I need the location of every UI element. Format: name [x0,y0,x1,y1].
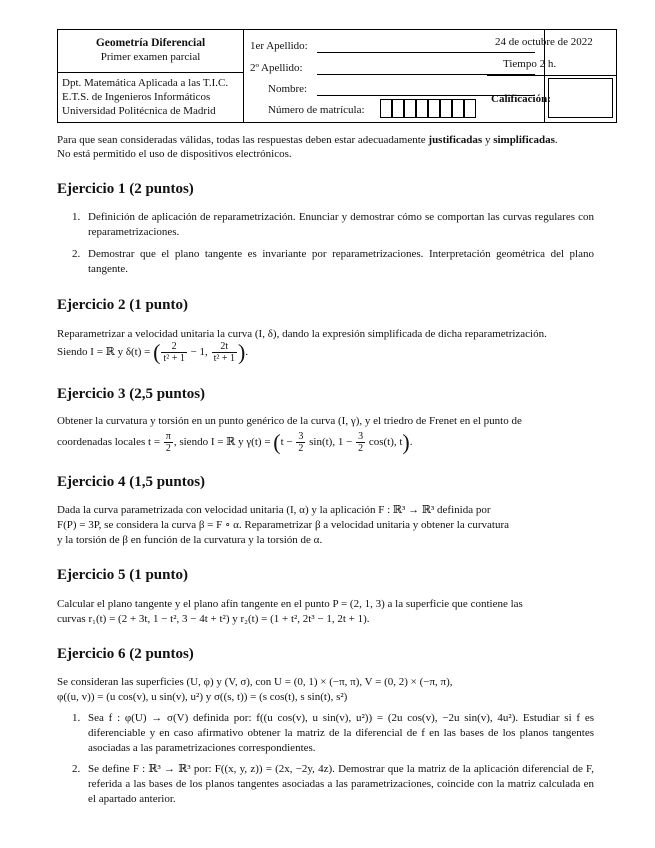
matricula-digit-box[interactable] [440,99,452,118]
exercise-6-title: Ejercicio 6 (2 puntos) [57,646,194,662]
course-title: Geometría Diferencial [95,37,206,49]
header-divider [487,75,617,76]
exercise-6-item-2 [72,762,594,807]
matricula-digit-box[interactable] [428,99,440,118]
exercise-2-formula: Siendo I = ℝ y δ(t) = ( $\frac{2}{\text{t² + 1}}$ − 1, $\frac{2t}{\text{t² + 1}}$ ). [57,339,249,365]
apellido1-label: 1er Apellido: [250,40,308,52]
fraction: $\frac{2t}{\text{t² + 1}}$ [213,341,235,364]
exercise-6-item-1 [72,711,594,756]
exercise-1-item-1 [72,210,594,240]
exercise-1-title: Ejercicio 1 (2 puntos) [57,181,194,197]
exercise-4-title: Ejercicio 4 (1,5 puntos) [57,474,206,490]
fraction: $\frac{3}{2}$ [298,431,304,454]
paren: ( [153,339,161,365]
fraction: $\frac{3}{2}$ [358,431,364,454]
exam-name: Primer examen parcial [100,51,201,63]
grade-label: Calificación: [491,93,551,105]
exercise-6-line-1: Se consideran las superficies (U, φ) y (V, σ), con U = (0, 1) × (−π, π), V = (0, 2) × (−π, π), [57,676,453,688]
exercise-2-title: Ejercicio 2 (1 punto) [57,297,188,313]
matricula-digit-box[interactable] [452,99,464,118]
exercise-5-title: Ejercicio 5 (1 punto) [57,567,188,583]
apellido2-label: 2º Apellido: [250,62,303,74]
fraction: $\frac{\pi}{2}$ [165,431,171,454]
exam-time: Tiempo 2 h. [503,58,557,70]
item-number: 2. [72,763,81,775]
course-block [58,30,244,73]
exercise-3-formula: coordenadas locales t = $\frac{\pi}{2}$ , siendo I = ℝ y γ(t) = (t − $\frac{3}{2}$ sin(t), 1 − $\frac{3}{2}$ cos(t), t). [57,429,413,455]
instructions [57,133,597,161]
matricula-digit-box[interactable] [464,99,476,118]
exercise-2-statement: Reparametrizar a velocidad unitaria la curva (I, δ), dando la expresión simplificada de dicha reparametrización. [57,328,547,340]
exercise-5-line-1: Calcular el plano tangente y el plano afín tangente en el punto P = (2, 1, 3) a la superficie que contiene las [57,598,523,610]
item-number: 1. [72,211,81,223]
matricula-digit-box[interactable] [392,99,404,118]
university-line: Universidad Politécnica de Madrid [62,105,216,117]
item-text: Sea f : φ(U) → σ(V) definida por: f((u cos(v), u sin(v), u²)) = (2u cos(v), −2u sin(v), 4u²). Estudiar si f es diferenciable y en caso afirmativo obtener la matriz de la diferencial de f en las bases de los planos tangentes asociadas a las parametrizaciones correspondientes. [88,712,594,754]
paren: ) [237,339,246,365]
formula-prefix: coordenadas locales t = [57,436,163,449]
intro-text: Para que sean consideradas válidas, todas las respuestas deben estar adecuadamente [57,134,429,146]
department-block [58,73,244,122]
intro-text: y [482,134,494,146]
exam-date: 24 de octubre de 2022 [495,36,593,48]
matricula-label: Número de matrícula: [268,104,365,116]
exercise-4-line-1: Dada la curva parametrizada con velocidad unitaria (I, α) y la aplicación F : ℝ³ → ℝ³ definida por [57,504,491,516]
item-number: 2. [72,248,81,260]
item-text: Se define F : ℝ³ → ℝ³ por: F((x, y, z)) = (2x, −2y, 4z). Demostrar que la matriz de la aplicación diferencial de F, referida a las bases de los planos tangentes asociadas a las parametrizaciones, coincide con la matriz calculada en el apartado anterior. [88,763,594,805]
grade-box [548,78,613,118]
exercise-3-title: Ejercicio 3 (2,5 puntos) [57,386,206,402]
intro-bold-justificadas: justificadas [428,134,483,146]
matricula-digit-box[interactable] [380,99,392,118]
exam-header [57,29,617,123]
item-number: 1. [72,712,81,724]
exercise-3-statement: Obtener la curvatura y torsión en un punto genérico de la curva (I, γ), y el triedro de Frenet en el punto de [57,415,522,427]
intro-text: . [554,134,558,146]
exercise-4-line-3: y la torsión de β en función de la curvatura y la torsión de α. [57,534,323,546]
fraction: $\frac{2}{\text{t² + 1}}$ [163,341,185,364]
exercise-5-line-2: curvas r₁(t) = (2 + 3t, 1 − t², 3 − 4t + t²) y r₂(t) = (1 + t², 2t³ − 1, 2t + 1). [57,613,370,625]
exercise-1-item-2 [72,247,594,277]
paren: ) [402,429,410,455]
exercise-6-line-2: φ((u, v)) = (u cos(v), u sin(v), u²) y σ((s, t)) = (s cos(t), s sin(t), s²) [57,691,348,703]
item-text: Demostrar que el plano tangente es invariante por reparametrizaciones. Interpretación geométrica del plano tangente. [88,248,594,275]
formula-prefix: Siendo I = ℝ y δ(t) = [57,346,154,359]
item-text: Definición de aplicación de reparametrización. Enunciar y demostrar cómo se comportan las curvas regulares con reparametrizaciones. [88,211,594,238]
exercise-4-line-2: F(P) = 3P, se considera la curva β = F ∘ α. Reparametrizar β a velocidad unitaria y obtener la curvatura [57,519,509,531]
matricula-digit-box[interactable] [416,99,428,118]
matricula-digit-box[interactable] [404,99,416,118]
intro-bold-simplificadas: simplificadas [493,134,555,146]
nombre-label: Nombre: [268,83,308,95]
intro-line-2: No está permitido el uso de dispositivos electrónicos. [57,148,292,160]
paren: ( [273,429,281,455]
department-line: Dpt. Matemática Aplicada a las T.I.C. [62,77,229,89]
school-line: E.T.S. de Ingenieros Informáticos [62,91,211,103]
apellido1-field[interactable] [317,52,535,53]
